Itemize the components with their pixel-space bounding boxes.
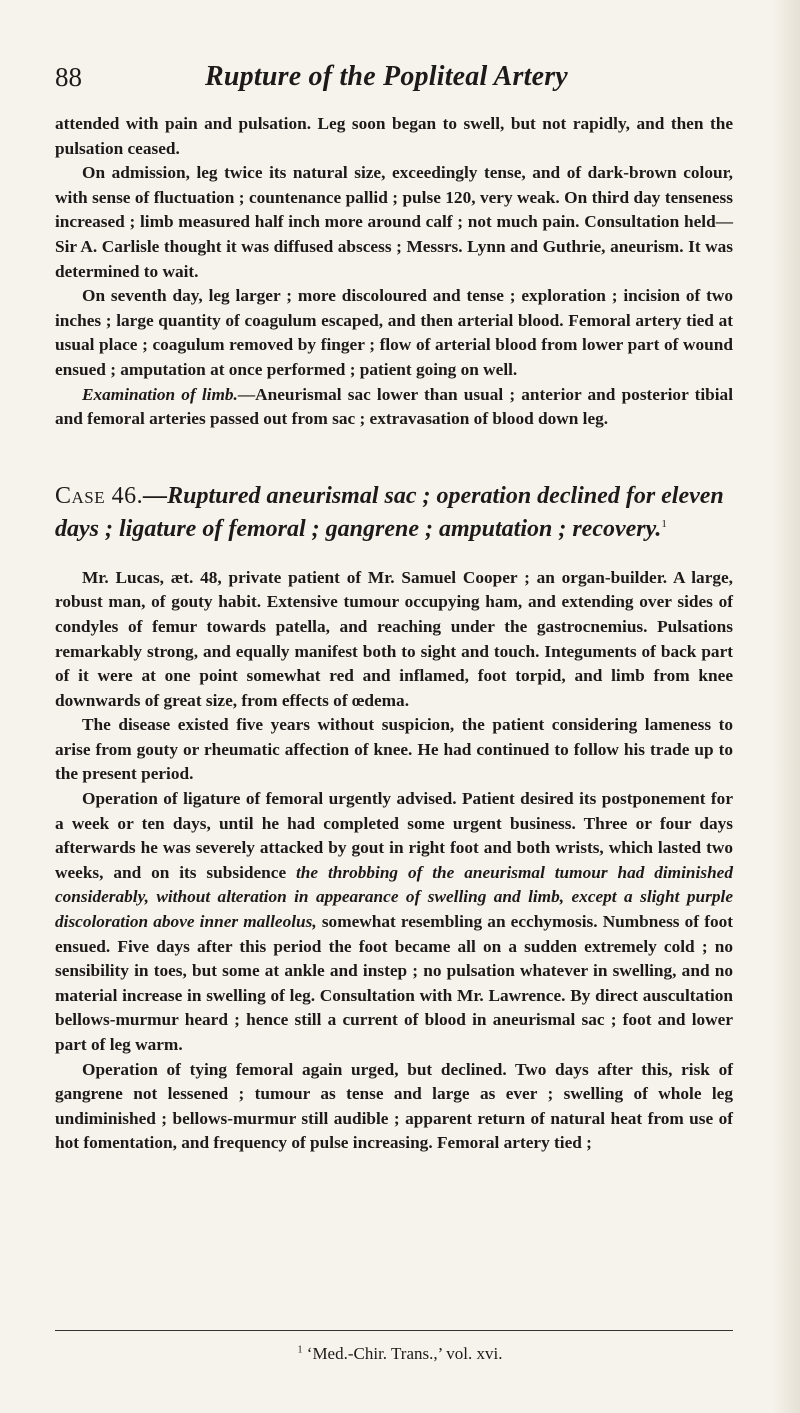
paragraph-examination — [55, 383, 733, 432]
footnote-mark: 1 — [297, 1344, 303, 1356]
operation-text-b: somewhat resembling an ecchymosis. Numbness of foot ensued. Five days after this period the foot became all on a sudden extremely cold ; no sensibility in toes, but some at ankle and instep ; no pulsation whatever in swelling, and no material increase in swelling of leg. Consultation with Mr. Lawrence. By direct auscultation bellows-murmur heard ; hence still a current of blood in aneurismal sac ; foot and lower part of leg warm. — [55, 912, 733, 1054]
body-text — [55, 112, 733, 1156]
case-title: —Ruptured aneurismal sac ; operation declined for eleven days ; ligature of femoral ; gangrene ; amputation ; recovery. — [55, 482, 724, 542]
operation-italic-text: the throbbing of the aneurismal tumour had diminished considerably, without alteration in appearance of swelling and limb, except a slight purple discoloration above inner malleolus, — [55, 862, 733, 932]
case-heading — [55, 480, 733, 546]
paragraph-seventh-day: On seventh day, leg larger ; more discoloured and tense ; exploration ; incision of two inches ; large quantity of coagulum escaped, and then arterial blood. Femoral artery tied at usual place ; coagulum removed by finger ; flow of arterial blood from lower part of wound ensued ; amputation at once performed ; patient going on well. — [55, 286, 733, 379]
paragraph-operation-declined: Operation of tying femoral again urged, but declined. Two days after this, risk of gangrene not lessened ; tumour as tense and large as ever ; swelling of whole leg undiminished ; bellows-murmur still audible ; apparent return of natural heat from use of hot fomentation, and frequency of pulse increasing. Femoral artery tied ; — [55, 1059, 733, 1153]
running-head — [55, 60, 730, 100]
paragraph-operation-advised — [55, 787, 733, 1058]
operation-text-a: Operation of ligature of femoral urgently advised. Patient desired its postponement for a week or ten days, until he had completed some urgent business. Three or four days afterwards he was severely attacked by gout in right foot and both wrists, which lasted two weeks, and on its subsidence — [55, 789, 733, 882]
paragraph-admission: On admission, leg twice its natural size, exceedingly tense, and of dark-brown colour, with sense of fluctuation ; countenance pallid ; pulse 120, very weak. On third day tenseness increased ; limb measured half inch more around calf ; not much pain. Consultation held—Sir A. Carlisle thought it was diffused abscess ; Messrs. Lynn and Guthrie, aneurism. It was determined to wait. — [55, 163, 733, 281]
page-edge-shadow — [772, 0, 800, 1413]
footnote — [0, 1343, 800, 1365]
paragraph-patient: Mr. Lucas, æt. 48, private patient of Mr. Samuel Cooper ; an organ-builder. A large, robust man, of gouty habit. Extensive tumour occupying ham, and extending over sides of condyles of femur towards patella, and reaching under the gastrocnemius. Pulsations remarkably strong, and equally manifest both to sight and touch. Integuments of back part of it were at one point somewhat red and inflamed, foot torpid, and limb from knee downwards of great size, from effects of œdema. — [55, 567, 733, 710]
footnote-divider — [55, 1330, 733, 1331]
paragraph-continuation: attended with pain and pulsation. Leg soon began to swell, but not rapidly, and then the pulsation ceased. — [55, 114, 733, 158]
examination-text: —Aneurismal sac lower than usual ; anterior and posterior tibial and femoral arteries passed out from sac ; extravasation of blood down leg. — [55, 384, 734, 429]
paragraph-history: The disease existed five years without suspicion, the patient considering lameness to arise from gouty or rheumatic affection of knee. He had continued to follow his trade up to the present period. — [55, 715, 733, 784]
footnote-reference: 1 — [661, 517, 667, 530]
page-number: 88 — [55, 62, 82, 92]
case-label: Case 46. — [55, 482, 144, 509]
running-title: Rupture of the Popliteal Artery — [205, 61, 568, 92]
examination-label: Examination of limb. — [82, 384, 238, 404]
footnote-text: ‘Med.-Chir. Trans.,’ vol. xvi. — [306, 1344, 503, 1363]
